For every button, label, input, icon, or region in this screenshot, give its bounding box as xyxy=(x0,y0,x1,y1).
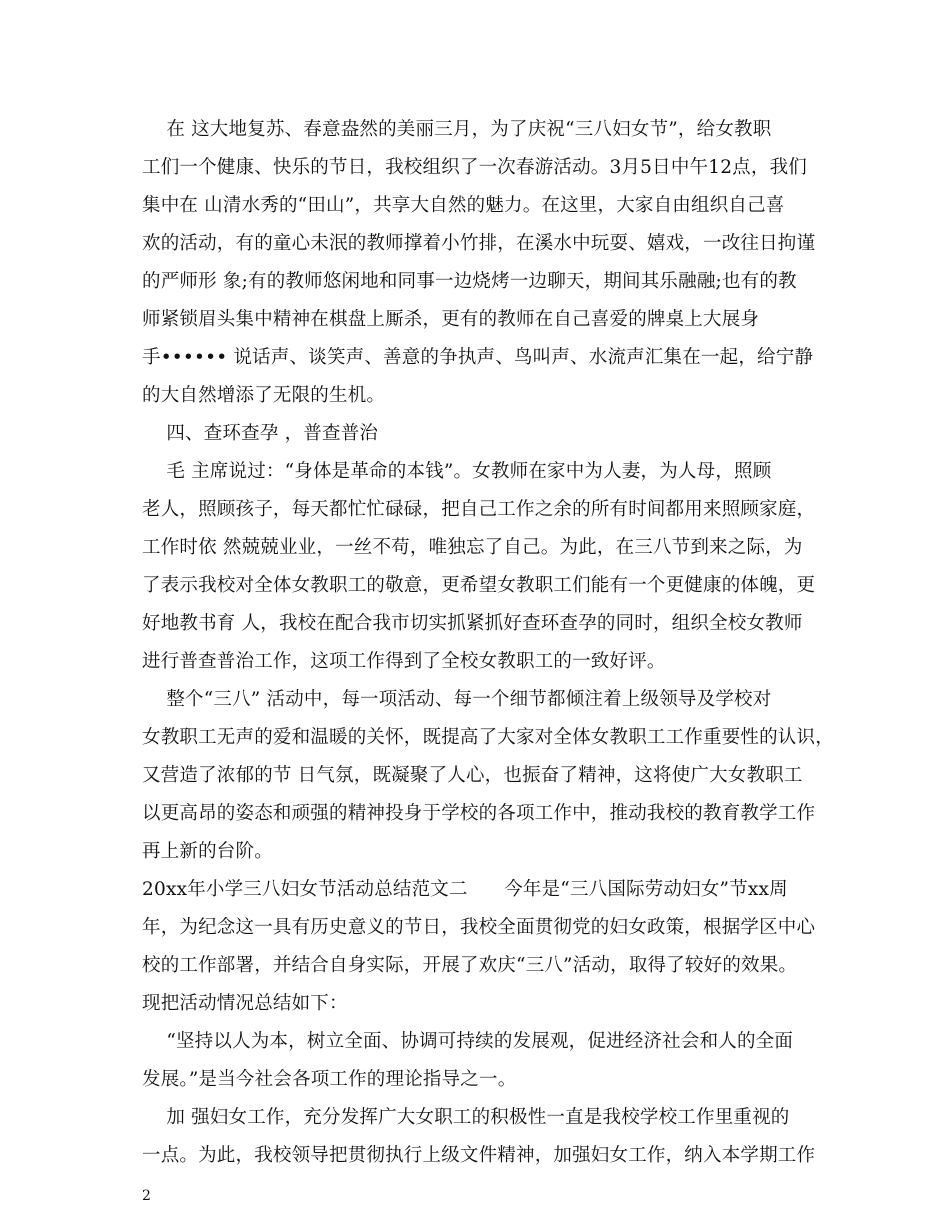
text-line: 整个“三八” 活动中，每一项活动、每一个细节都倾注着上级领导及学校对 xyxy=(142,689,772,710)
text-line: 毛 主席说过：“身体是革命的本钱”。女教师在家中为人妻，为人母，照顾 xyxy=(142,461,772,482)
text-line: 的严师形 象;有的教师悠闲地和同事一边烧烤一边聊天，期间其乐融融;也有的教 xyxy=(142,271,797,292)
text-line: 工作时依 然兢兢业业，一丝不苟，唯独忘了自己。为此，在三八节到来之际，为 xyxy=(142,537,803,558)
text-line: 了表示我校对全体女教职工的敬意，更希望女教职工们能有一个更健康的体魄，更 xyxy=(142,575,816,596)
text-line: 女教职工无声的爱和温暖的关怀，既提高了大家对全体女教职工工作重要性的认识， xyxy=(142,727,834,748)
text-line: 老人，照顾孩子，每天都忙忙碌碌，把自己工作之余的所有时间都用来照顾家庭， xyxy=(142,499,816,520)
text-line: 年，为纪念这一具有历史意义的节日，我校全面贯彻党的妇女政策，根据学区中心 xyxy=(142,917,816,938)
text-line: 欢的活动，有的童心未泯的教师撑着小竹排，在溪水中玩耍、嬉戏，一改往日拘谨 xyxy=(142,233,816,254)
text-line: 进行普查普治工作，这项工作得到了全校女教职工的一致好评。 xyxy=(142,651,666,672)
text-line: 加 强妇女工作，充分发挥广大女职工的积极性一直是我校学校工作里重视的 xyxy=(142,1107,790,1128)
text-line: 一点。为此，我校领导把贯彻执行上级文件精神，加强妇女工作，纳入本学期工作 xyxy=(142,1145,816,1166)
text-line: 好地教书育 人，我校在配合我市切实抓紧抓好查环查孕的同时，组织全校女教师 xyxy=(142,613,803,634)
text-line: 的大自然增添了无限的生机。 xyxy=(142,385,386,406)
text-line: 在 这大地复苏、春意盎然的美丽三月，为了庆祝“三八妇女节”，给女教职 xyxy=(142,119,772,140)
text-line: 工们一个健康、快乐的节日，我校组织了一次春游活动。3月5日中午12点，我们 xyxy=(142,157,807,178)
text-line: 以更高昂的姿态和顽强的精神投身于学校的各项工作中，推动我校的教育教学工作 xyxy=(142,803,816,824)
text-line: 师紧锁眉头集中精神在棋盘上厮杀，更有的教师在自己喜爱的牌桌上大展身 xyxy=(142,309,760,330)
section-heading: 四、查环查孕 ，普查普治 xyxy=(142,423,379,444)
text-line: 手•••••• 说话声、谈笑声、善意的争执声、鸟叫声、水流声汇集在一起，给宁静 xyxy=(142,347,814,368)
text-line: 再上新的台阶。 xyxy=(142,841,273,862)
text-line: 又营造了浓郁的节 日气氛，既凝聚了人心，也振奋了精神，这将使广大女教职工 xyxy=(142,765,803,786)
page-number: 2 xyxy=(142,1188,151,1204)
text-line: 发展。”是当今社会各项工作的理论指导之一。 xyxy=(142,1069,517,1090)
text-line: 20xx年小学三八妇女节活动总结范文二 今年是“三八国际劳动妇女”节xx周 xyxy=(142,879,788,900)
text-line: 集中在 山清水秀的“田山”，共享大自然的魅力。在这里，大家自由组织自己喜 xyxy=(142,195,785,216)
text-line: “坚持以人为本，树立全面、协调可持续的发展观，促进经济社会和人的全面 xyxy=(142,1031,794,1052)
text-line: 现把活动情况总结如下： xyxy=(142,993,348,1014)
text-line: 校的工作部署，并结合自身实际，开展了欢庆“三八”活动，取得了较好的效果。 xyxy=(142,955,798,976)
